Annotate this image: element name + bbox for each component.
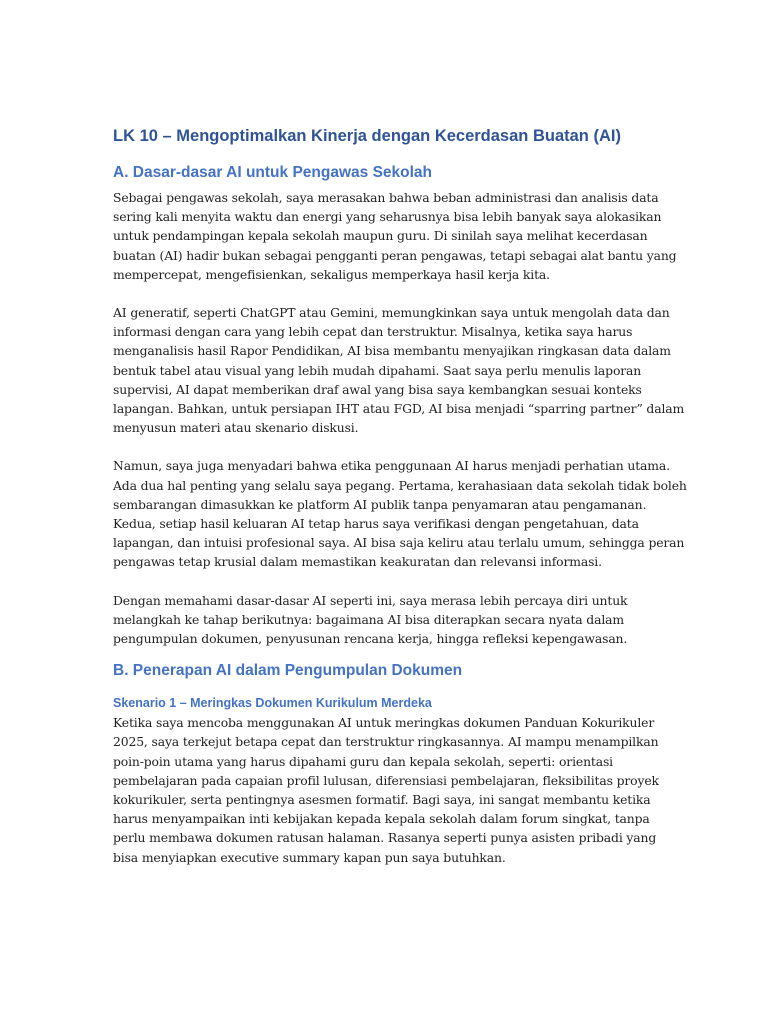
- scenario-1-heading: Skenario 1 – Meringkas Dokumen Kurikulum Merdeka: [113, 696, 432, 711]
- text-line: poin-poin utama yang harus dipahami guru dan kepala sekolah, seperti: orientasi: [113, 753, 613, 769]
- text-line: Dengan memahami dasar-dasar AI seperti ini, saya merasa lebih percaya diri untuk: [113, 592, 628, 608]
- text-line: AI generatif, seperti ChatGPT atau Gemini, memungkinkan saya untuk mengolah data dan: [113, 305, 670, 321]
- text-line: Namun, saya juga menyadari bahwa etika penggunaan AI harus menjadi perhatian utama.: [113, 458, 670, 474]
- text-line: sembarangan dimasukkan ke platform AI publik tanpa penyamaran atau pengamanan.: [113, 496, 647, 512]
- text-line: pengawas tetap krusial dalam memastikan keakuratan dan relevansi informasi.: [113, 554, 602, 570]
- text-line: informasi dengan cara yang lebih cepat dan terstruktur. Misalnya, ketika saya harus: [113, 324, 633, 340]
- text-line: bentuk tabel atau visual yang lebih mudah dipahami. Saat saya perlu menulis laporan: [113, 362, 642, 378]
- text-line: lapangan, dan intuisi profesional saya. AI bisa saja keliru atau terlalu umum, sehingga peran: [113, 535, 685, 551]
- text-line: kokurikuler, serta pentingnya asesmen formatif. Bagi saya, ini sangat membantu ketika: [113, 792, 651, 808]
- paragraph: [113, 456, 687, 571]
- paragraph: [113, 303, 685, 437]
- text-line: Kedua, setiap hasil keluaran AI tetap harus saya verifikasi dengan pengetahuan, data: [113, 516, 639, 532]
- text-line: supervisi, AI dapat memberikan draf awal yang bisa saya kembangkan sesuai konteks: [113, 381, 642, 397]
- text-line: sering kali menyita waktu dan energi yang seharusnya bisa lebih banyak saya alokasikan: [113, 209, 662, 225]
- text-line: mempercepat, mengefisienkan, sekaligus memperkaya hasil kerja kita.: [113, 266, 550, 282]
- text-line: Ada dua hal penting yang selalu saya pegang. Pertama, kerahasiaan data sekolah tidak boleh: [113, 477, 687, 493]
- text-line: lapangan. Bahkan, untuk persiapan IHT atau FGD, AI bisa menjadi “sparring partner” dalam: [113, 401, 685, 417]
- text-line: pembelajaran pada capaian profil lulusan, diferensiasi pembelajaran, fleksibilitas proyek: [113, 772, 659, 788]
- text-line: 2025, saya terkejut betapa cepat dan terstruktur ringkasannya. AI mampu menampilkan: [113, 734, 659, 750]
- text-line: untuk pendampingan kepala sekolah maupun guru. Di sinilah saya melihat kecerdasan: [113, 228, 648, 244]
- text-line: menganalisis hasil Rapor Pendidikan, AI bisa membantu menyajikan ringkasan data dalam: [113, 343, 671, 359]
- text-line: Sebagai pengawas sekolah, saya merasakan bahwa beban administrasi dan analisis data: [113, 190, 659, 205]
- text-line: menyusun materi atau skenario diskusi.: [113, 420, 359, 436]
- paragraph: [113, 713, 658, 867]
- text-line: melangkah ke tahap berikutnya: bagaimana AI bisa diterapkan secara nyata dalam: [113, 611, 624, 627]
- section-a-heading: A. Dasar-dasar AI untuk Pengawas Sekolah: [113, 164, 433, 181]
- paragraph: [113, 188, 677, 284]
- text-line: buatan (AI) hadir bukan sebagai pengganti peran pengawas, tetapi sebagai alat bantu yang: [113, 247, 677, 263]
- section-b-heading: B. Penerapan AI dalam Pengumpulan Dokumen: [113, 662, 463, 680]
- document-title: LK 10 – Mengoptimalkan Kinerja dengan Kecerdasan Buatan (AI): [113, 127, 621, 145]
- text-line: harus menyampaikan inti kebijakan kepada kepala sekolah dalam forum singkat, tanpa: [113, 811, 650, 827]
- text-line: Ketika saya mencoba menggunakan AI untuk meringkas dokumen Panduan Kokurikuler: [113, 715, 655, 731]
- text-line: pengumpulan dokumen, penyusunan rencana kerja, hingga refleksi kepengawasan.: [113, 631, 628, 647]
- text-line: bisa menyiapkan executive summary kapan pun saya butuhkan.: [113, 849, 506, 865]
- paragraph: [113, 591, 658, 649]
- document-page: [113, 124, 687, 867]
- text-line: perlu membawa dokumen ratusan halaman. Rasanya seperti punya asisten pribadi yang: [113, 830, 657, 846]
